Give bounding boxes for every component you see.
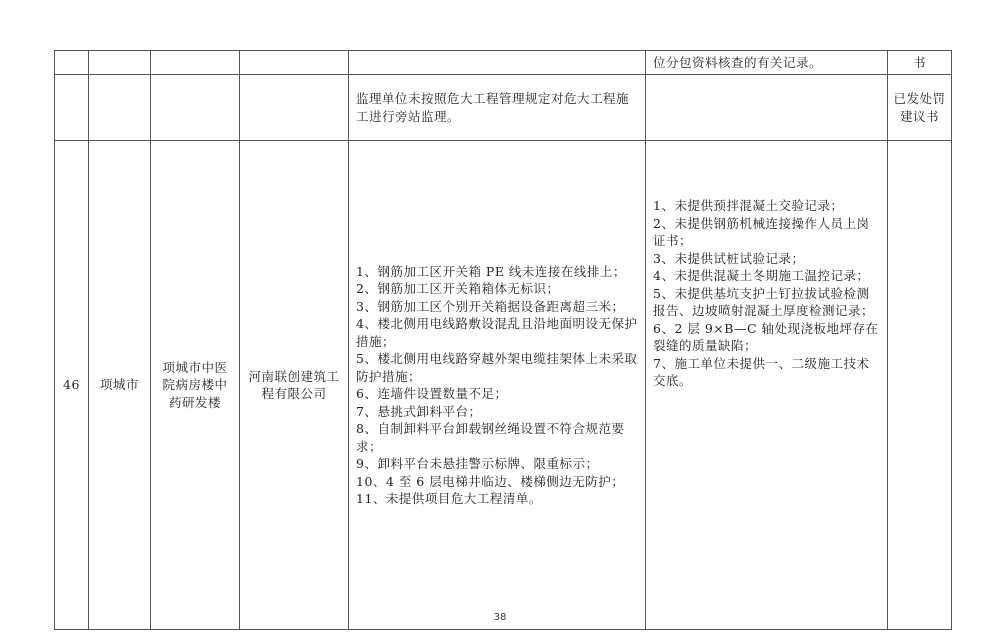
list-item: 10、4 至 6 层电梯井临边、楼梯侧边无防护； bbox=[356, 473, 625, 489]
document-cell bbox=[888, 51, 952, 75]
document-issues-list bbox=[653, 197, 880, 390]
entry-company: 河南联创建筑工程有限公司 bbox=[248, 368, 340, 401]
page-number: 38 bbox=[493, 612, 507, 623]
list-item: 8、自制卸料平台卸载钢丝绳设置不符合规范要求； bbox=[356, 421, 625, 454]
city-cell bbox=[89, 141, 151, 630]
company-cell bbox=[240, 75, 349, 141]
list-item: 4、未提供混凝土冬期施工温控记录； bbox=[653, 268, 870, 283]
cell-text: 监理单位未按照危大工程管理规定对危大工程施工进行旁站监理。 bbox=[356, 91, 630, 124]
inspection-table bbox=[54, 50, 952, 630]
number-cell bbox=[55, 51, 89, 75]
list-item: 2、钢筋加工区开关箱箱体无标识； bbox=[356, 281, 560, 296]
list-item: 1、未提供预拌混凝土交验记录； bbox=[653, 198, 844, 213]
company-cell bbox=[240, 51, 349, 75]
cell-text: 位分包资料核查的有关记录。 bbox=[653, 54, 823, 70]
city-cell bbox=[89, 75, 151, 141]
document-issues-cell bbox=[646, 51, 888, 75]
entry-number: 46 bbox=[63, 377, 80, 393]
document-issues-cell bbox=[646, 141, 888, 630]
table-row bbox=[55, 141, 952, 630]
document-cell bbox=[888, 141, 952, 630]
entry-city: 项城市 bbox=[99, 377, 139, 393]
list-item: 6、连墙件设置数量不足； bbox=[356, 386, 508, 401]
table-row bbox=[55, 51, 952, 75]
list-item: 5、楼北侧用电线路穿越外架电缆挂架体上未采取防护措施； bbox=[356, 351, 638, 384]
project-cell bbox=[151, 51, 240, 75]
list-item: 2、未提供钢筋机械连接操作人员上岗证书； bbox=[653, 215, 870, 248]
document-issues-cell bbox=[646, 75, 888, 141]
cell-text: 已发处罚建议书 bbox=[893, 91, 946, 124]
project-cell bbox=[151, 141, 240, 630]
table-row bbox=[55, 75, 952, 141]
company-cell bbox=[240, 141, 349, 630]
project-cell bbox=[151, 75, 240, 141]
list-item: 7、悬挑式卸料平台； bbox=[356, 403, 482, 419]
list-item: 4、楼北侧用电线路敷设混乱且沿地面明设无保护措施； bbox=[356, 316, 638, 349]
list-item: 6、2 层 9×B—C 轴处现浇板地坪存在裂缝的质量缺陷； bbox=[653, 320, 879, 353]
cell-text: 书 bbox=[912, 54, 926, 70]
city-cell bbox=[89, 51, 151, 75]
site-issues-cell bbox=[349, 141, 646, 630]
list-item: 1、钢筋加工区开关箱 PE 线未连接在线排上； bbox=[356, 263, 626, 279]
entry-project: 项城市中医院病房楼中药研发楼 bbox=[162, 359, 228, 410]
list-item: 9、卸料平台未悬挂警示标牌、限重标示； bbox=[356, 456, 599, 471]
number-cell bbox=[55, 75, 89, 141]
list-item: 11、未提供项目危大工程清单。 bbox=[356, 491, 542, 506]
site-issues-list bbox=[356, 263, 638, 508]
site-issues-cell bbox=[349, 51, 646, 75]
list-item: 3、钢筋加工区个别开关箱据设备距离超三米； bbox=[356, 298, 625, 314]
site-issues-cell bbox=[349, 75, 646, 141]
list-item: 7、施工单位未提供一、二级施工技术交底。 bbox=[653, 355, 870, 388]
list-item: 3、未提供试桩试验记录； bbox=[653, 250, 805, 266]
document-cell bbox=[888, 75, 952, 141]
number-cell bbox=[55, 141, 89, 630]
list-item: 5、未提供基坑支护土钉拉拔试验检测报告、边坡喷射混凝土厚度检测记录； bbox=[653, 285, 875, 318]
